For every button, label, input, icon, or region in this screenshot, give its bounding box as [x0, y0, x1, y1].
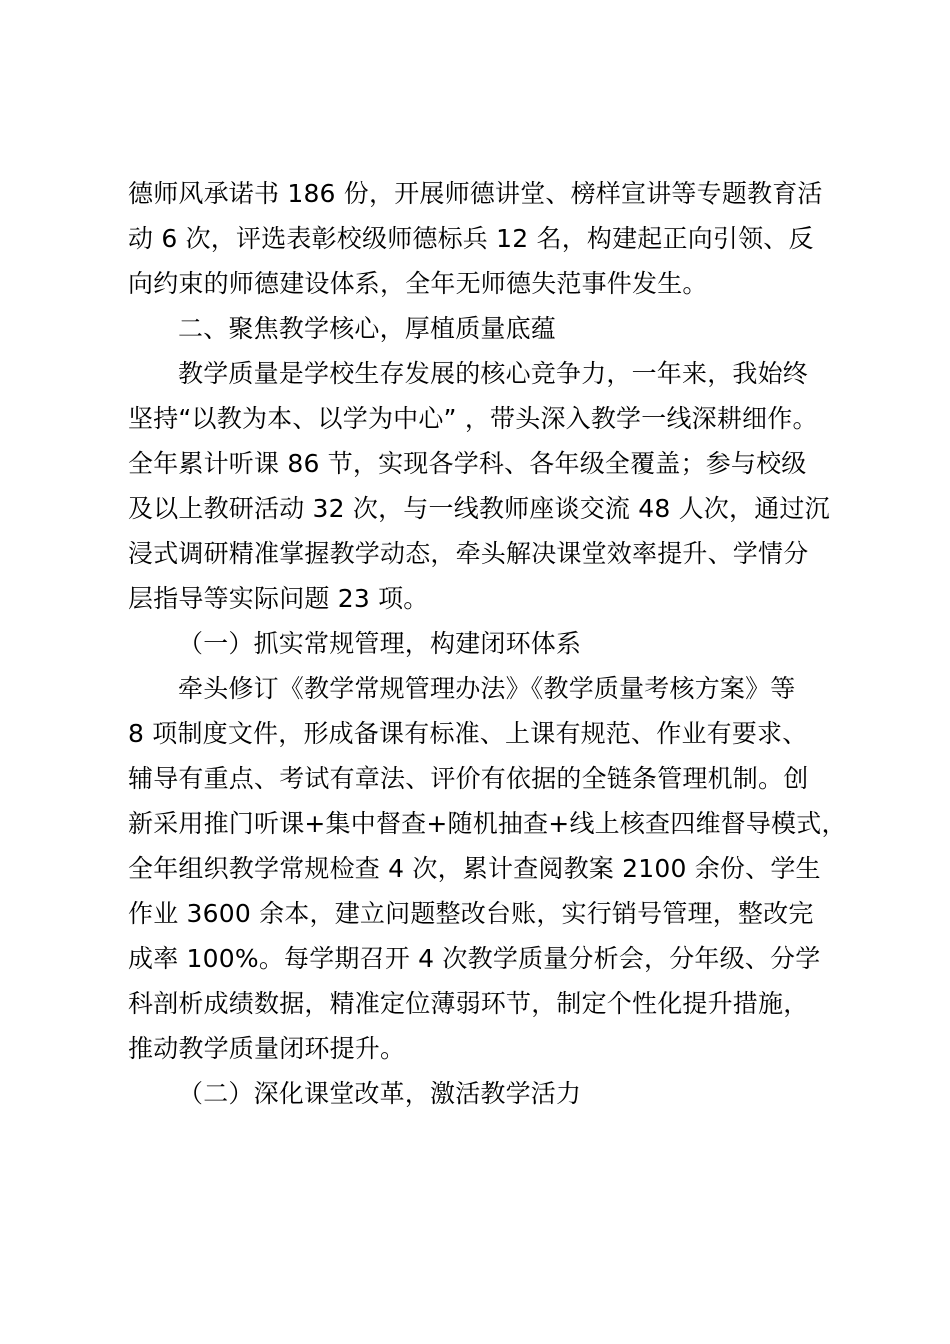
paragraph-line: 坚持“以教为本、以学为中心” ，带头深入教学一线深耕细作。	[128, 404, 818, 433]
paragraph-line: 成率 100%。每学期召开 4 次教学质量分析会，分年级、分学	[128, 944, 821, 973]
paragraph-line: 新采用推门听课+集中督查+随机抽查+线上核查四维督导模式，	[128, 809, 847, 838]
subsection-heading: （二）深化课堂改革，激活教学活力	[178, 1079, 582, 1108]
paragraph-line: 全年组织教学常规检查 4 次，累计查阅教案 2100 余份、学生	[128, 854, 821, 883]
paragraph-line: 辅导有重点、考试有章法、评价有依据的全链条管理机制。创	[128, 764, 809, 793]
paragraph-line: 层指导等实际问题 23 项。	[128, 584, 429, 613]
subsection-heading: （一）抓实常规管理，构建闭环体系	[178, 629, 582, 658]
paragraph-line: 教学质量是学校生存发展的核心竞争力，一年来，我始终	[178, 359, 809, 388]
paragraph-line: 动 6 次，评选表彰校级师德标兵 12 名，构建起正向引领、反	[128, 224, 814, 253]
paragraph-line: 及以上教研活动 32 次，与一线教师座谈交流 48 人次，通过沉	[128, 494, 830, 523]
paragraph-line: 8 项制度文件，形成备课有标准、上课有规范、作业有要求、	[128, 719, 808, 748]
paragraph-line: 牵头修订《教学常规管理办法》《教学质量考核方案》等	[178, 674, 796, 703]
paragraph-line: 全年累计听课 86 节，实现各学科、各年级全覆盖；参与校级	[128, 449, 807, 478]
paragraph-line: 推动教学质量闭环提升。	[128, 1034, 406, 1063]
paragraph-line: 向约束的师德建设体系，全年无师德失范事件发生。	[128, 269, 708, 298]
paragraph-line: 科剖析成绩数据，精准定位薄弱环节，制定个性化提升措施，	[128, 989, 809, 1018]
paragraph-line: 作业 3600 余本，建立问题整改台账，实行销号管理，整改完	[128, 899, 814, 928]
paragraph-line: 德师风承诺书 186 份，开展师德讲堂、榜样宣讲等专题教育活	[128, 179, 823, 208]
section-heading: 二、聚焦教学核心，厚植质量底蕴	[178, 314, 557, 343]
paragraph-line: 浸式调研精准掌握教学动态，牵头解决课堂效率提升、学情分	[128, 539, 809, 568]
